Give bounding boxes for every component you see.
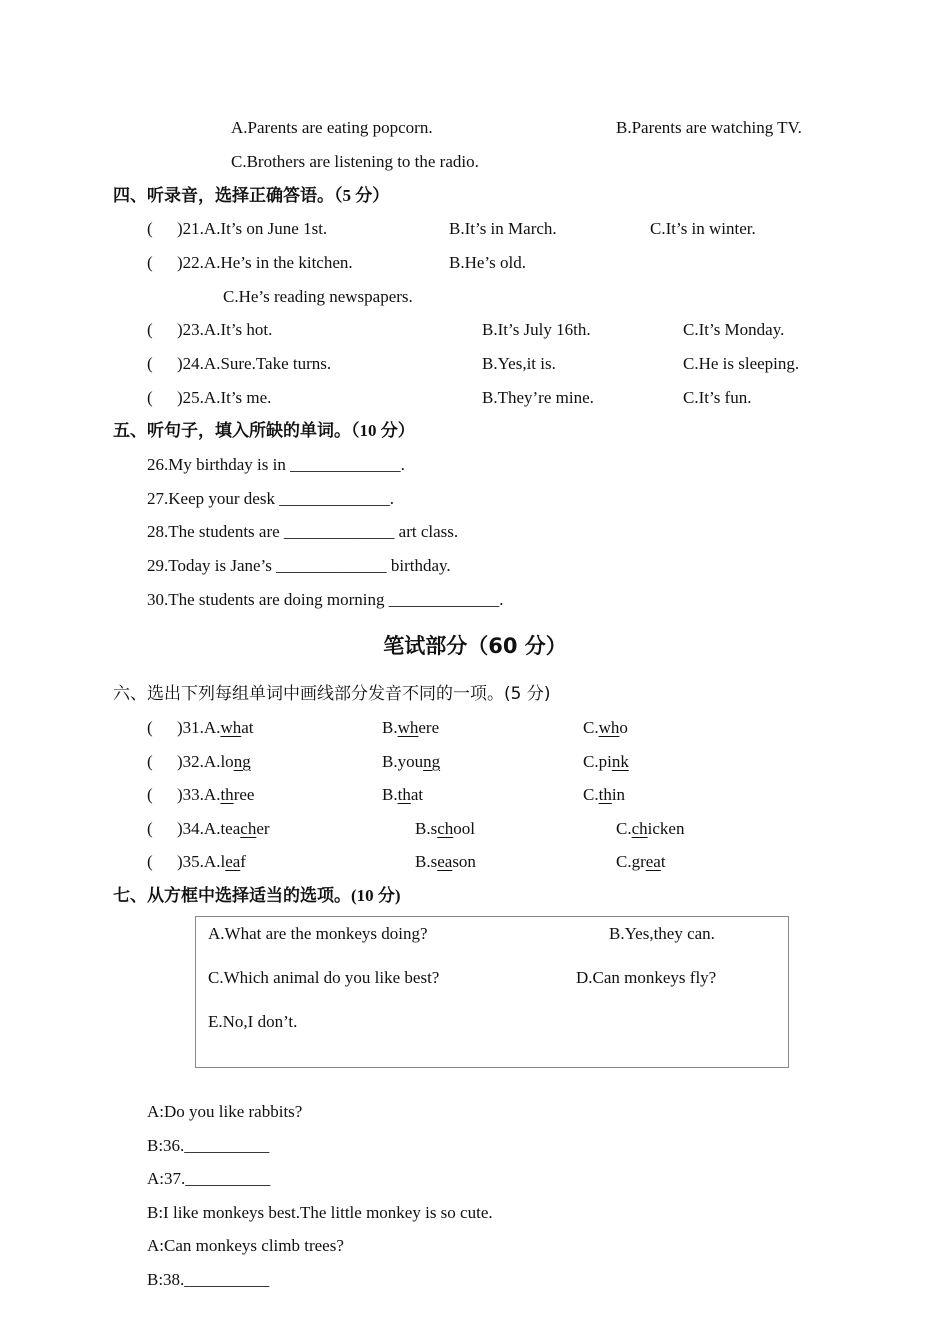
answer-paren-23: (	[147, 320, 153, 339]
q35-b-pre: B.s	[415, 852, 438, 871]
q34-option-b	[415, 818, 475, 840]
q35-option-a	[177, 851, 246, 873]
q22-option-a: )22.A.He’s in the kitchen.	[177, 253, 353, 272]
q34-c-underline: ch	[631, 819, 648, 838]
q34-a-post: er	[256, 819, 270, 838]
q28-sentence: 28.The students are _____________ art class.	[147, 522, 459, 541]
q33-c-underline: th	[598, 785, 612, 804]
q22-option-b: B.He’s old.	[449, 253, 526, 272]
q34-b-post: ool	[453, 819, 475, 838]
q31-c-pre: C.	[583, 718, 599, 737]
section-7-title: 七、从方框中选择适当的选项。	[113, 886, 351, 906]
answer-paren-24: (	[147, 354, 153, 373]
answer-paren-32: (	[147, 752, 153, 771]
q35-option-b	[415, 851, 476, 873]
dialogue-line-5: A:Can monkeys climb trees?	[147, 1236, 344, 1255]
q21-option-c: C.It’s in winter.	[650, 219, 756, 238]
q31-option-c	[583, 717, 628, 739]
q34-b-underline: ch	[437, 819, 454, 838]
q32-b-pre: B.you	[382, 752, 424, 771]
q32-number: )32.A.	[177, 752, 221, 771]
q35-a-pre: l	[220, 852, 226, 871]
q35-c-pre: C.gr	[616, 852, 646, 871]
q30-sentence: 30.The students are doing morning _____________.	[147, 590, 504, 609]
q31-number: )31.A.	[177, 718, 221, 737]
q33-number: )33.A.	[177, 785, 221, 804]
q33-a-post: ree	[233, 785, 255, 804]
section-5-points: （10 分）	[351, 421, 415, 440]
section-5-title: 五、听句子，填入所缺的单词。	[113, 421, 351, 441]
section-7-heading	[113, 885, 401, 907]
q34-c-post: icken	[647, 819, 685, 838]
q32-option-a	[177, 751, 251, 773]
answer-paren-22: (	[147, 253, 153, 272]
q34-a-underline: ch	[240, 819, 257, 838]
q25-option-c: C.It’s fun.	[683, 388, 752, 407]
q31-option-b	[382, 717, 439, 739]
dialogue-line-3: A:37.__________	[147, 1169, 271, 1188]
q21-option-b: B.It’s in March.	[449, 219, 557, 238]
section-6-heading	[113, 683, 550, 705]
q34-b-pre: B.s	[415, 819, 438, 838]
q33-c-post: in	[611, 785, 626, 804]
q35-b-underline: ea	[437, 852, 453, 871]
q32-a-pre: lo	[220, 752, 234, 771]
answer-paren-31: (	[147, 718, 153, 737]
q35-a-underline: ea	[225, 852, 241, 871]
q34-c-pre: C.	[616, 819, 632, 838]
q31-c-underline: wh	[598, 718, 620, 737]
q33-c-pre: C.	[583, 785, 599, 804]
answer-paren-21: (	[147, 219, 153, 238]
q25-option-a: )25.A.It’s me.	[177, 388, 272, 407]
q20-option-c: C.Brothers are listening to the radio.	[231, 152, 479, 171]
box-option-c: C.Which animal do you like best?	[208, 968, 440, 987]
box-option-e: E.No,I don’t.	[208, 1012, 298, 1031]
q24-option-c: C.He is sleeping.	[683, 354, 800, 373]
q22-option-c: C.He’s reading newspapers.	[223, 287, 413, 306]
q24-option-a: )24.A.Sure.Take turns.	[177, 354, 332, 373]
dialogue-line-2: B:36.__________	[147, 1136, 270, 1155]
q20-option-b: B.Parents are watching TV.	[616, 118, 802, 137]
q32-b-underline: ng	[423, 752, 441, 771]
q34-option-a	[177, 818, 270, 840]
answer-paren-34: (	[147, 819, 153, 838]
q34-number: )34.A.	[177, 819, 221, 838]
section-7-points: (10 分)	[351, 886, 401, 905]
q33-b-post: at	[410, 785, 424, 804]
q29-sentence: 29.Today is Jane’s _____________ birthday.	[147, 556, 451, 575]
q21-option-a: )21.A.It’s on June 1st.	[177, 219, 328, 238]
q32-option-c	[583, 751, 629, 773]
q31-option-a	[177, 717, 254, 739]
box-option-d: D.Can monkeys fly?	[576, 968, 717, 987]
q33-option-b	[382, 784, 423, 806]
q32-c-underline: nk	[611, 752, 629, 771]
q33-b-underline: th	[397, 785, 411, 804]
section-6-points: (5 分)	[504, 684, 551, 704]
q35-a-post: f	[240, 852, 246, 871]
q23-option-a: )23.A.It’s hot.	[177, 320, 273, 339]
q24-option-b: B.Yes,it is.	[482, 354, 556, 373]
q34-option-c	[616, 818, 684, 840]
answer-paren-33: (	[147, 785, 153, 804]
q31-b-pre: B.	[382, 718, 398, 737]
q23-option-b: B.It’s July 16th.	[482, 320, 591, 339]
q31-b-post: ere	[418, 718, 440, 737]
section-6-title: 六、选出下列每组单词中画线部分发音不同的一项。	[113, 684, 504, 704]
q33-b-pre: B.	[382, 785, 398, 804]
q33-option-a	[177, 784, 254, 806]
q26-sentence: 26.My birthday is in _____________.	[147, 455, 405, 474]
q31-b-underline: wh	[397, 718, 419, 737]
q31-c-post: o	[619, 718, 628, 737]
q33-option-c	[583, 784, 625, 806]
q35-b-post: son	[452, 852, 476, 871]
q27-sentence: 27.Keep your desk _____________.	[147, 489, 394, 508]
answer-paren-25: (	[147, 388, 153, 407]
q35-c-underline: ea	[645, 852, 661, 871]
section-4-title: 四、听录音，选择正确答语。	[113, 186, 334, 206]
section-4-points: （5 分）	[334, 186, 390, 205]
q23-option-c: C.It’s Monday.	[683, 320, 785, 339]
q32-option-b	[382, 751, 440, 773]
box-option-b: B.Yes,they can.	[609, 924, 715, 943]
section-5-heading	[113, 420, 415, 442]
q31-a-underline: wh	[220, 718, 242, 737]
q31-a-post: at	[241, 718, 254, 737]
dialogue-line-4: B:I like monkeys best.The little monkey is so cute.	[147, 1203, 493, 1222]
q35-option-c	[616, 851, 666, 873]
section-4-heading	[113, 185, 389, 207]
q33-a-underline: th	[220, 785, 234, 804]
q25-option-b: B.They’re mine.	[482, 388, 594, 407]
q32-a-underline: ng	[233, 752, 251, 771]
q32-c-pre: C.pi	[583, 752, 612, 771]
dialogue-line-6: B:38.__________	[147, 1270, 270, 1289]
q20-option-a: A.Parents are eating popcorn.	[231, 118, 433, 137]
answer-paren-35: (	[147, 852, 153, 871]
dialogue-line-1: A:Do you like rabbits?	[147, 1102, 303, 1121]
q35-c-post: t	[660, 852, 666, 871]
q35-number: )35.A.	[177, 852, 221, 871]
written-part-title: 笔试部分（60 分）	[383, 634, 567, 658]
box-option-a: A.What are the monkeys doing?	[208, 924, 428, 943]
q34-a-pre: tea	[220, 819, 241, 838]
